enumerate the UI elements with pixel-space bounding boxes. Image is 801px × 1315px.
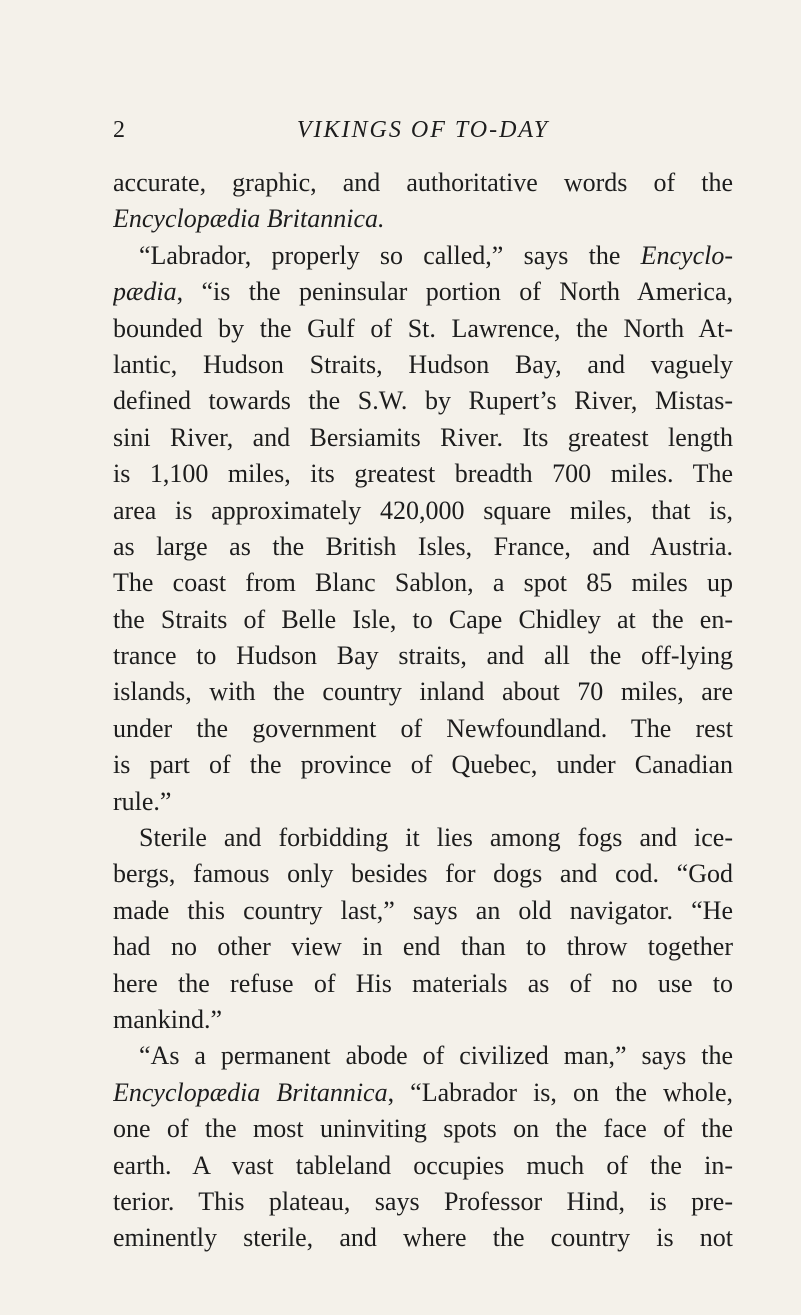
text-line: bergs, famous only besides for dogs and cod. “God <box>113 859 733 889</box>
text-line: as large as the British Isles, France, and Austria. <box>113 531 733 561</box>
text-segment: , “is the peninsular portion of North America, <box>176 277 733 307</box>
italic-title: Encyclo- <box>640 240 733 270</box>
text-line: sini River, and Bersiamits River. Its greatest length <box>113 422 733 452</box>
text-line: trance to Hudson Bay straits, and all the off-lying <box>113 641 733 671</box>
text-segment: , “Labrador is, on the whole, <box>387 1077 733 1107</box>
text-line: is part of the province of Quebec, under Canadian <box>113 750 733 780</box>
text-line: had no other view in end than to throw together <box>113 932 733 962</box>
page-number: 2 <box>113 117 125 143</box>
running-head <box>113 117 733 151</box>
paragraph-start-line: “As a permanent abode of civilized man,” says the <box>139 1041 733 1071</box>
text-line: is 1,100 miles, its greatest breadth 700 miles. The <box>113 459 733 489</box>
text-line: bounded by the Gulf of St. Lawrence, the North At- <box>113 313 733 343</box>
text-line: made this country last,” says an old navigator. “He <box>113 895 733 925</box>
text-line: one of the most uninviting spots on the face of the <box>113 1114 733 1144</box>
body-text <box>113 165 733 1257</box>
text-line: mankind.” <box>113 1004 223 1034</box>
text-line: rule.” <box>113 786 172 816</box>
text-line: The coast from Blanc Sablon, a spot 85 miles up <box>113 568 733 598</box>
text-line: earth. A vast tableland occupies much of the in- <box>113 1150 733 1180</box>
text-line: the Straits of Belle Isle, to Cape Chidley at the en- <box>113 604 733 634</box>
text-line: eminently sterile, and where the country is not <box>113 1223 733 1253</box>
text-line: area is approximately 420,000 square miles, that is, <box>113 495 733 525</box>
text-line: islands, with the country inland about 70 miles, are <box>113 677 733 707</box>
text-segment: “Labrador, properly so called,” says the <box>139 240 641 270</box>
italic-title: pædia <box>113 277 177 307</box>
text-line: terior. This plateau, says Professor Hind, is pre- <box>113 1186 733 1216</box>
text-line: accurate, graphic, and authoritative words of the <box>113 168 733 197</box>
text-line: Encyclopædia Britannica. <box>113 204 385 234</box>
text-line: under the government of Newfoundland. The rest <box>113 713 733 743</box>
text-line: defined towards the S.W. by Rupert’s River, Mistas- <box>113 386 733 416</box>
italic-title: Encyclopædia Britannica <box>113 1077 388 1107</box>
paragraph-start-line: Sterile and forbidding it lies among fogs and ice- <box>139 823 733 853</box>
text-line <box>113 274 733 310</box>
text-line: lantic, Hudson Straits, Hudson Bay, and vaguely <box>113 349 733 379</box>
text-line <box>113 1075 733 1111</box>
running-title: VIKINGS OF TO-DAY <box>296 117 550 143</box>
paragraph-start-line <box>113 238 733 274</box>
text-line: here the refuse of His materials as of no use to <box>113 968 733 998</box>
